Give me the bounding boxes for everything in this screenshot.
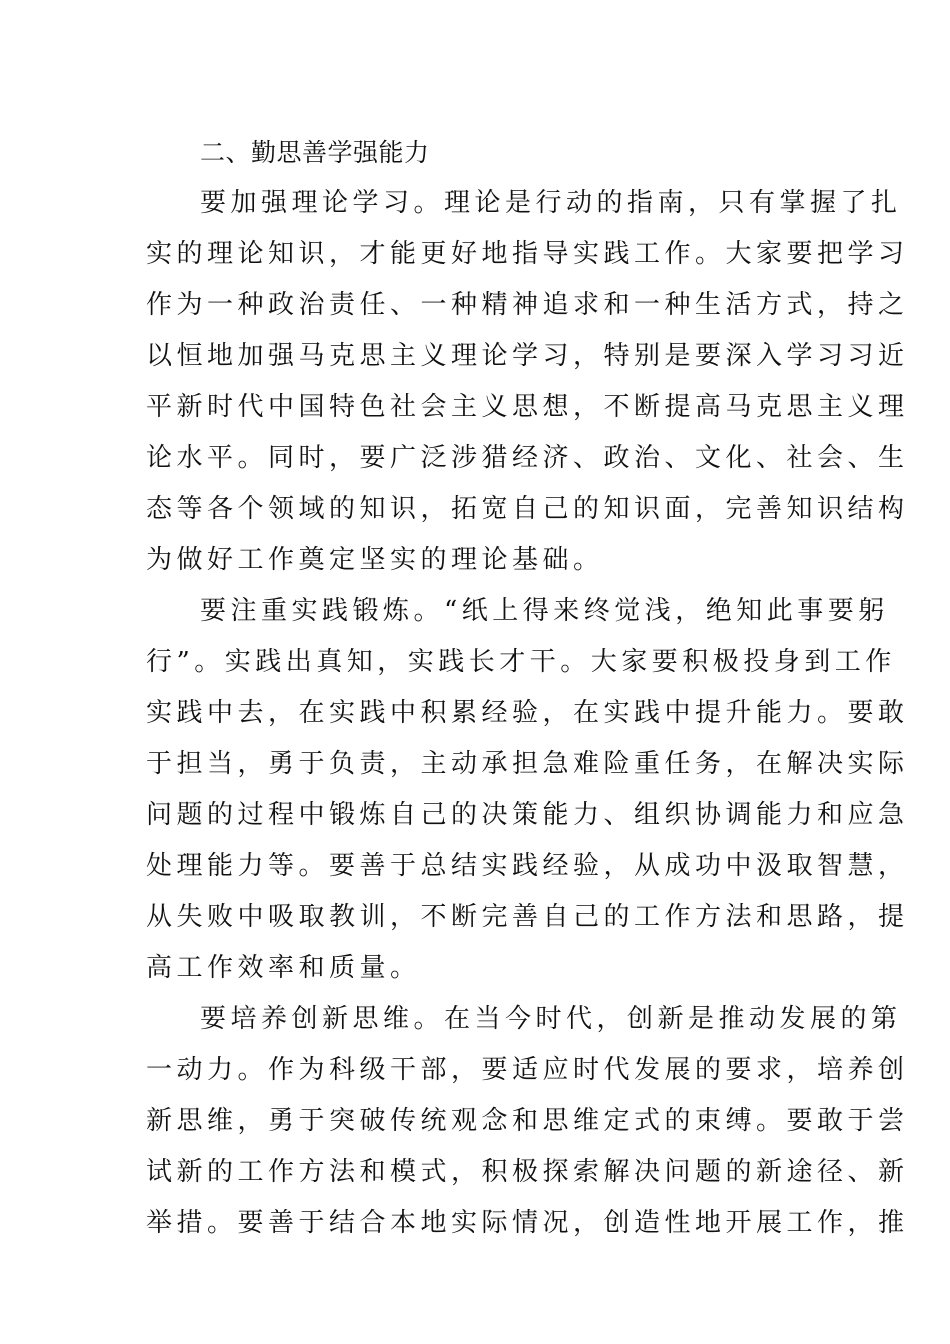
paragraph-line: 要培养创新思维。在当今时代，创新是推动发展的第 — [200, 1004, 902, 1034]
paragraph-line: 作为一种政治责任、一种精神追求和一种生活方式，持之 — [146, 290, 909, 320]
paragraph-line: 问题的过程中锻炼自己的决策能力、组织协调能力和应急 — [146, 800, 909, 830]
paragraph-line: 新思维，勇于突破传统观念和思维定式的束缚。要敢于尝 — [146, 1106, 909, 1136]
paragraph-line: 高工作效率和质量。 — [146, 953, 421, 983]
paragraph-line: 要注重实践锻炼。“纸上得来终觉浅，绝知此事要躬 — [200, 596, 889, 626]
section-heading: 二、勤思善学强能力 — [200, 138, 430, 167]
paragraph-line: 行”。实践出真知，实践长才干。大家要积极投身到工作 — [146, 647, 896, 677]
document-body — [146, 127, 909, 1249]
paragraph-line: 要加强理论学习。理论是行动的指南，只有掌握了扎 — [200, 188, 902, 218]
paragraph-line: 实践中去，在实践中积累经验，在实践中提升能力。要敢 — [146, 698, 909, 728]
paragraph-line: 试新的工作方法和模式，积极探索解决问题的新途径、新 — [146, 1157, 909, 1187]
paragraph-line: 以恒地加强马克思主义理论学习，特别是要深入学习习近 — [146, 341, 909, 371]
paragraph-line: 于担当，勇于负责，主动承担急难险重任务，在解决实际 — [146, 749, 909, 779]
paragraph-line: 举措。要善于结合本地实际情况，创造性地开展工作，推 — [146, 1208, 909, 1238]
paragraph-theory-study — [146, 178, 909, 586]
paragraph-line: 平新时代中国特色社会主义思想，不断提高马克思主义理 — [146, 392, 909, 422]
paragraph-line: 一动力。作为科级干部，要适应时代发展的要求，培养创 — [146, 1055, 909, 1085]
paragraph-line: 为做好工作奠定坚实的理论基础。 — [146, 545, 604, 575]
paragraph-line: 处理能力等。要善于总结实践经验，从成功中汲取智慧， — [146, 851, 909, 881]
paragraph-practice — [146, 586, 909, 994]
paragraph-innovation — [146, 994, 909, 1249]
paragraph-line: 论水平。同时，要广泛涉猎经济、政治、文化、社会、生 — [146, 443, 909, 473]
paragraph-line: 实的理论知识，才能更好地指导实践工作。大家要把学习 — [146, 239, 909, 269]
paragraph-line: 态等各个领域的知识，拓宽自己的知识面，完善知识结构 — [146, 494, 909, 524]
paragraph-line: 从失败中吸取教训，不断完善自己的工作方法和思路，提 — [146, 902, 909, 932]
